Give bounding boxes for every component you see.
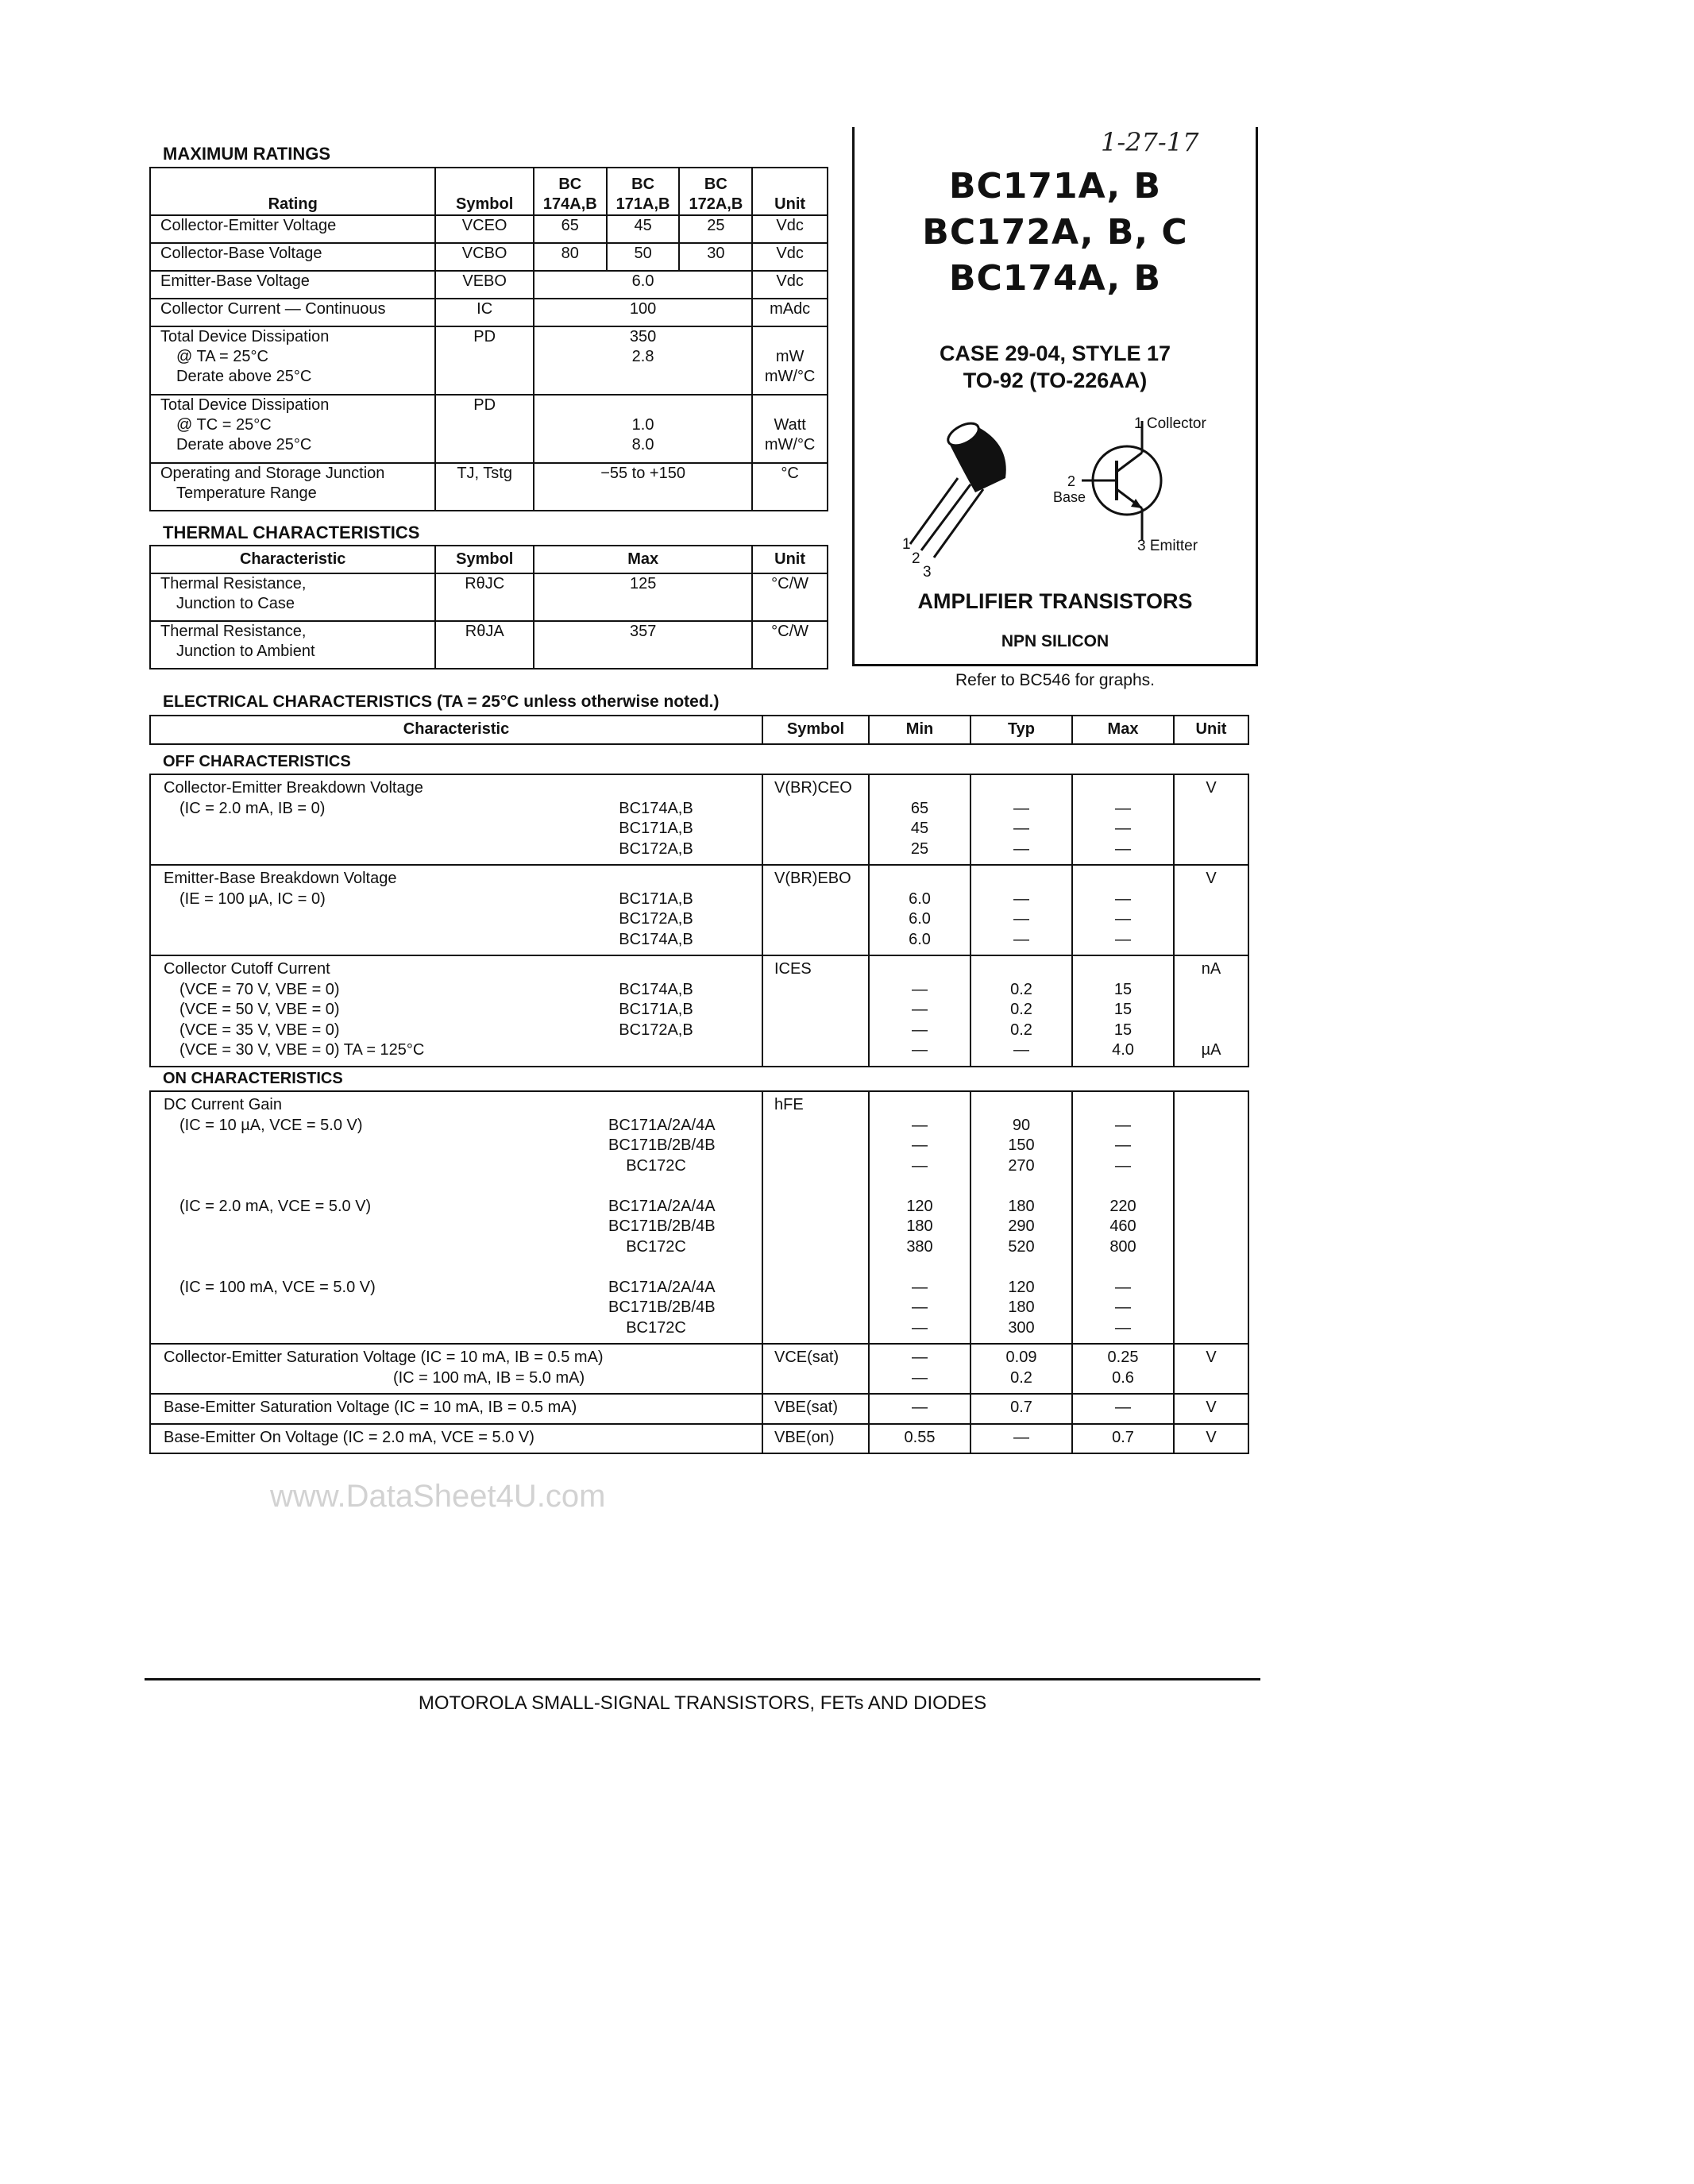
max-cell [1072, 1394, 1174, 1424]
max-value: — [1115, 1116, 1131, 1134]
symbol-cell: PD [435, 395, 534, 463]
model-label: BC172A,B [619, 910, 693, 928]
footer-text: MOTOROLA SMALL-SIGNAL TRANSISTORS, FETs AND DIODES [418, 1692, 987, 1714]
min-value: 0.55 [904, 1428, 936, 1446]
symbol-cell: VBE(sat) [762, 1394, 869, 1424]
typ-value: — [1013, 889, 1029, 908]
condition-text: Collector-Emitter Breakdown Voltage [164, 779, 423, 797]
unit-cell [1174, 865, 1248, 955]
max-value [1073, 959, 1173, 980]
max-value: 800 [1109, 1237, 1136, 1256]
rating-cell: Total Device Dissipation @ TC = 25°C Derate above 25°C [150, 395, 435, 463]
off-characteristics-table [149, 774, 1249, 1067]
rating-header: Rating [150, 168, 435, 215]
symbol-cell: VCEO [435, 215, 534, 243]
characteristic-cell [150, 1394, 762, 1424]
table-row [150, 1091, 1248, 1344]
collector-label: 1 Collector [1134, 415, 1206, 432]
case-info: CASE 29-04, STYLE 17 TO-92 (TO-226AA) [939, 341, 1171, 392]
unit-cell [1174, 955, 1248, 1067]
condition-text: Collector-Emitter Saturation Voltage (IC = 10 mA, IB = 0.5 mA) [164, 1349, 604, 1366]
model-label: BC174A,B [619, 799, 693, 817]
symbol-cell: ICES [762, 955, 869, 1067]
typ-value: 180 [1008, 1197, 1035, 1215]
max-value: 15 [1113, 1021, 1133, 1039]
typ-value: 0.09 [1005, 1349, 1037, 1366]
typ-value: 0.2 [1010, 980, 1032, 998]
unit-cell: Watt mW/°C [752, 395, 828, 463]
table-row [150, 326, 828, 395]
model-label: BC171B/2B/4B [608, 1136, 716, 1154]
max-value: 0.6 [1112, 1368, 1134, 1387]
base-label: Base [1053, 489, 1086, 505]
to92-package-icon [910, 419, 1006, 558]
max-value: 0.25 [1107, 1349, 1139, 1366]
max-value [1073, 1257, 1173, 1278]
value-cell: 80 [534, 243, 607, 271]
typ-cell [970, 1091, 1072, 1344]
min-value: 45 [910, 820, 929, 837]
unit-cell: Vdc [752, 271, 828, 299]
typ-value: 120 [1008, 1278, 1035, 1296]
min-value: — [912, 1136, 928, 1154]
max-value: 15 [1113, 1001, 1133, 1018]
max-ratings-title: MAXIMUM RATINGS [163, 144, 331, 164]
min-value: — [912, 1399, 928, 1416]
condition-text: (VCE = 70 V, VBE = 0) [179, 980, 340, 998]
col3-header: BC 172A,B [679, 168, 752, 215]
condition-text: (IC = 2.0 mA, IB = 0) [179, 799, 326, 817]
min-value: 6.0 [909, 889, 931, 908]
table-row [150, 271, 828, 299]
max-cell: 125 [534, 573, 752, 621]
unit-value: nA [1201, 960, 1221, 978]
min-value: 380 [906, 1237, 933, 1256]
off-characteristics-title: OFF CHARACTERISTICS [163, 753, 351, 770]
symbol-cell: VCE(sat) [762, 1344, 869, 1394]
min-value: — [912, 1041, 928, 1059]
value-cell: 45 [607, 215, 680, 243]
max-value: 460 [1109, 1217, 1136, 1235]
characteristic-cell [150, 955, 762, 1067]
table-row [150, 243, 828, 271]
max-value: — [1115, 1156, 1131, 1175]
symbol-cell: IC [435, 299, 534, 326]
condition-text: (IC = 100 mA, IB = 5.0 mA) [164, 1368, 585, 1387]
typ-cell [970, 955, 1072, 1067]
rating-cell: Collector Current — Continuous [150, 299, 435, 326]
pkg-pin2-label: 2 [912, 550, 920, 567]
characteristic-cell [150, 774, 762, 865]
rating-cell: Operating and Storage Junction Temperature Range [150, 463, 435, 511]
model-label: BC171B/2B/4B [608, 1298, 716, 1316]
condition-text: DC Current Gain [164, 1096, 282, 1113]
typ-value: — [1013, 1428, 1029, 1446]
unit-header: Unit [752, 168, 828, 215]
typ-cell [970, 774, 1072, 865]
model-label: BC171A,B [619, 820, 693, 837]
characteristic-cell [150, 1344, 762, 1394]
min-value: — [912, 1318, 928, 1337]
typ-value: — [1013, 820, 1029, 837]
table-row [150, 955, 1248, 1067]
max-cell: 357 [534, 621, 752, 669]
table-row [150, 395, 828, 463]
symbol-cell: PD [435, 326, 534, 395]
model-label: BC171A/2A/4A [608, 1278, 716, 1296]
symbol-cell: V(BR)CEO [762, 774, 869, 865]
table-header-row [150, 716, 1248, 744]
pkg-pin3-label: 3 [923, 564, 932, 581]
unit-value: V [1206, 1349, 1217, 1366]
min-cell [869, 1424, 970, 1454]
unit-cell [1174, 1344, 1248, 1394]
symbol-cell: VBE(on) [762, 1424, 869, 1454]
max-ratings-table [149, 167, 828, 511]
characteristic-cell [150, 1091, 762, 1344]
min-value: 120 [906, 1197, 933, 1215]
model-label: BC174A,B [619, 980, 693, 998]
thermal-title: THERMAL CHARACTERISTICS [163, 523, 420, 542]
unit-value: V [1206, 870, 1217, 887]
handwritten-date: 1-27-17 [1101, 127, 1199, 157]
symbol-header: Symbol [435, 168, 534, 215]
typ-value: — [1013, 839, 1029, 858]
rating-cell: Collector-Emitter Voltage [150, 215, 435, 243]
thermal-table [149, 545, 828, 669]
min-value [870, 1257, 970, 1278]
model-label: BC171B/2B/4B [608, 1217, 716, 1235]
max-value [1073, 1095, 1173, 1116]
model-label: BC172A,B [619, 839, 693, 858]
typ-cell [970, 865, 1072, 955]
typ-value [971, 869, 1071, 889]
unit-header: Unit [752, 546, 828, 573]
characteristic-header: Characteristic [150, 716, 762, 744]
typ-value: 270 [1008, 1156, 1035, 1175]
min-cell [869, 1091, 970, 1344]
max-cell [1072, 955, 1174, 1067]
unit-value: V [1206, 1428, 1217, 1446]
device-type: AMPLIFIER TRANSISTORS [917, 589, 1193, 613]
table-header-row [150, 168, 828, 215]
part-line: BC174A, B [948, 258, 1162, 299]
min-value [870, 1176, 970, 1197]
model-label: BC172C [626, 1318, 686, 1337]
min-value: 65 [910, 799, 929, 817]
max-value [1073, 778, 1173, 799]
typ-value [971, 959, 1071, 980]
device-panel [852, 127, 1258, 666]
max-value: — [1115, 1318, 1131, 1337]
typ-value: — [1013, 910, 1029, 928]
condition-text: (IC = 10 µA, VCE = 5.0 V) [179, 1116, 363, 1134]
on-characteristics-table [149, 1090, 1249, 1454]
unit-header: Unit [1174, 716, 1248, 744]
max-value: — [1115, 930, 1131, 948]
typ-value: 90 [1012, 1116, 1031, 1134]
max-cell [1072, 1424, 1174, 1454]
model-label: BC174A,B [619, 930, 693, 948]
max-value: — [1115, 1298, 1131, 1316]
min-value [870, 778, 970, 799]
max-header: Max [1072, 716, 1174, 744]
part-line: BC171A, B [948, 166, 1162, 206]
min-cell [869, 865, 970, 955]
symbol-cell: RθJA [435, 621, 534, 669]
unit-value: V [1206, 779, 1217, 797]
min-header: Min [869, 716, 970, 744]
min-value: 25 [910, 839, 929, 858]
unit-cell [1174, 1424, 1248, 1454]
unit-cell [1174, 1394, 1248, 1424]
value-cell: 30 [679, 243, 752, 271]
value-cell: 350 2.8 [534, 326, 752, 395]
footer-divider [145, 1678, 1260, 1680]
min-cell [869, 774, 970, 865]
unit-cell: °C/W [752, 573, 828, 621]
table-header-row [150, 546, 828, 573]
on-characteristics-title: ON CHARACTERISTICS [163, 1070, 343, 1087]
unit-cell: Vdc [752, 215, 828, 243]
min-value [870, 1095, 970, 1116]
condition-text: (IE = 100 µA, IC = 0) [179, 889, 326, 908]
min-value: — [912, 1368, 928, 1387]
typ-value: 0.2 [1010, 1001, 1032, 1018]
condition-text: Base-Emitter On Voltage (IC = 2.0 mA, VCE = 5.0 V) [164, 1428, 534, 1446]
unit-cell: mAdc [752, 299, 828, 326]
max-value: — [1115, 1136, 1131, 1154]
symbol-header: Symbol [762, 716, 869, 744]
model-label: BC172C [626, 1156, 686, 1175]
min-value [870, 959, 970, 980]
unit-cell [1174, 774, 1248, 865]
table-row [150, 299, 828, 326]
characteristic-cell [150, 865, 762, 955]
characteristic-header: Characteristic [150, 546, 435, 573]
typ-value: 0.7 [1010, 1399, 1032, 1416]
max-value: 0.7 [1112, 1428, 1134, 1446]
refer-note: Refer to BC546 for graphs. [955, 671, 1155, 689]
base-num-label: 2 [1067, 473, 1076, 489]
max-value [1073, 869, 1173, 889]
typ-value: — [1013, 1041, 1029, 1059]
table-row [150, 774, 1248, 865]
typ-value [971, 1257, 1071, 1278]
model-label: BC172A,B [619, 1021, 693, 1039]
table-row [150, 215, 828, 243]
condition-text: (VCE = 50 V, VBE = 0) [179, 1001, 340, 1018]
model-label: BC171A/2A/4A [608, 1197, 716, 1215]
condition-text: Collector Cutoff Current [164, 960, 330, 978]
col2-header: BC 171A,B [607, 168, 680, 215]
max-value: — [1115, 889, 1131, 908]
typ-value [971, 1095, 1071, 1116]
unit-cell: °C/W [752, 621, 828, 669]
symbol-cell: TJ, Tstg [435, 463, 534, 511]
value-cell: 1.0 8.0 [534, 395, 752, 463]
table-row [150, 1344, 1248, 1394]
symbol-cell: VEBO [435, 271, 534, 299]
pkg-pin1-label: 1 [902, 536, 911, 553]
typ-cell [970, 1394, 1072, 1424]
max-value [1073, 1176, 1173, 1197]
rating-cell: Total Device Dissipation @ TA = 25°C Derate above 25°C [150, 326, 435, 395]
max-value: — [1115, 820, 1131, 837]
max-value: — [1115, 1399, 1131, 1416]
watermark: www.DataSheet4U.com [270, 1479, 606, 1514]
min-value: 180 [906, 1217, 933, 1235]
typ-value: 150 [1008, 1136, 1035, 1154]
typ-value: 180 [1008, 1298, 1035, 1316]
condition-text: (VCE = 35 V, VBE = 0) [179, 1021, 340, 1039]
min-value: — [912, 1349, 928, 1366]
condition-text: Emitter-Base Breakdown Voltage [164, 870, 397, 887]
max-value: — [1115, 1278, 1131, 1296]
symbol-header: Symbol [435, 546, 534, 573]
col1-header: BC 174A,B [534, 168, 607, 215]
value-cell: 50 [607, 243, 680, 271]
unit-cell [1174, 1091, 1248, 1344]
device-subtype: NPN SILICON [1001, 632, 1109, 650]
part-numbers [855, 164, 1256, 302]
typ-cell [970, 1424, 1072, 1454]
min-value: — [912, 1278, 928, 1296]
min-value: — [912, 980, 928, 998]
min-value: — [912, 1001, 928, 1018]
typ-value: — [1013, 799, 1029, 817]
value-cell: 65 [534, 215, 607, 243]
max-cell [1072, 774, 1174, 865]
min-value: — [912, 1156, 928, 1175]
min-cell [869, 955, 970, 1067]
min-value: 6.0 [909, 910, 931, 928]
typ-value: — [1013, 930, 1029, 948]
value-cell: −55 to +150 [534, 463, 752, 511]
unit-cell: °C [752, 463, 828, 511]
max-value: — [1115, 910, 1131, 928]
max-value: — [1115, 839, 1131, 858]
min-value: 6.0 [909, 930, 931, 948]
table-row [150, 621, 828, 669]
typ-value: 0.2 [1010, 1368, 1032, 1387]
min-cell [869, 1344, 970, 1394]
max-cell [1072, 1091, 1174, 1344]
unit-value: µA [1201, 1041, 1221, 1059]
characteristic-cell: Thermal Resistance, Junction to Case [150, 573, 435, 621]
condition-text: Base-Emitter Saturation Voltage (IC = 10 mA, IB = 0.5 mA) [164, 1399, 577, 1416]
unit-cell: Vdc [752, 243, 828, 271]
condition-text: (IC = 2.0 mA, VCE = 5.0 V) [179, 1197, 372, 1215]
typ-header: Typ [970, 716, 1072, 744]
typ-value [971, 778, 1071, 799]
typ-value: 300 [1008, 1318, 1035, 1337]
value-cell: 6.0 [534, 271, 752, 299]
table-row [150, 1424, 1248, 1454]
value-cell: 100 [534, 299, 752, 326]
max-value: 4.0 [1112, 1041, 1134, 1059]
typ-value [971, 1176, 1071, 1197]
symbol-cell: hFE [762, 1091, 869, 1344]
typ-cell [970, 1344, 1072, 1394]
rating-cell: Collector-Base Voltage [150, 243, 435, 271]
unit-value [1175, 980, 1248, 1001]
npn-symbol-icon [1082, 421, 1161, 540]
model-label: BC171A/2A/4A [608, 1116, 716, 1134]
typ-value: 520 [1008, 1237, 1035, 1256]
symbol-cell: VCBO [435, 243, 534, 271]
characteristic-cell: Thermal Resistance, Junction to Ambient [150, 621, 435, 669]
unit-value [1175, 1021, 1248, 1041]
rating-cell: Emitter-Base Voltage [150, 271, 435, 299]
min-value: — [912, 1116, 928, 1134]
max-header: Max [534, 546, 752, 573]
unit-value [1175, 1000, 1248, 1021]
max-value: 15 [1113, 980, 1133, 998]
max-cell [1072, 865, 1174, 955]
model-label: BC172C [626, 1237, 686, 1256]
max-cell [1072, 1344, 1174, 1394]
max-value: — [1115, 799, 1131, 817]
symbol-cell: V(BR)EBO [762, 865, 869, 955]
table-row [150, 1394, 1248, 1424]
max-value: 220 [1109, 1197, 1136, 1215]
typ-value: 0.2 [1010, 1021, 1032, 1039]
table-row [150, 865, 1248, 955]
value-cell: 25 [679, 215, 752, 243]
emitter-label: 3 Emitter [1137, 538, 1198, 554]
model-label: BC171A,B [619, 889, 693, 908]
model-label: BC171A,B [619, 1001, 693, 1018]
unit-value: V [1206, 1399, 1217, 1416]
symbol-cell: RθJC [435, 573, 534, 621]
characteristic-cell [150, 1424, 762, 1454]
condition-text: (IC = 100 mA, VCE = 5.0 V) [179, 1278, 376, 1296]
min-value: — [912, 1021, 928, 1039]
min-cell [869, 1394, 970, 1424]
unit-cell: mW mW/°C [752, 326, 828, 395]
condition-text: (VCE = 30 V, VBE = 0) TA = 125°C [179, 1041, 425, 1059]
table-row [150, 463, 828, 511]
table-row [150, 573, 828, 621]
electrical-header-table [149, 715, 1249, 745]
min-value [870, 869, 970, 889]
part-line: BC172A, B, C [922, 212, 1188, 253]
typ-value: 290 [1008, 1217, 1035, 1235]
electrical-title: ELECTRICAL CHARACTERISTICS (TA = 25°C unless otherwise noted.) [163, 693, 720, 711]
unit-value [1175, 1095, 1248, 1116]
min-value: — [912, 1298, 928, 1316]
